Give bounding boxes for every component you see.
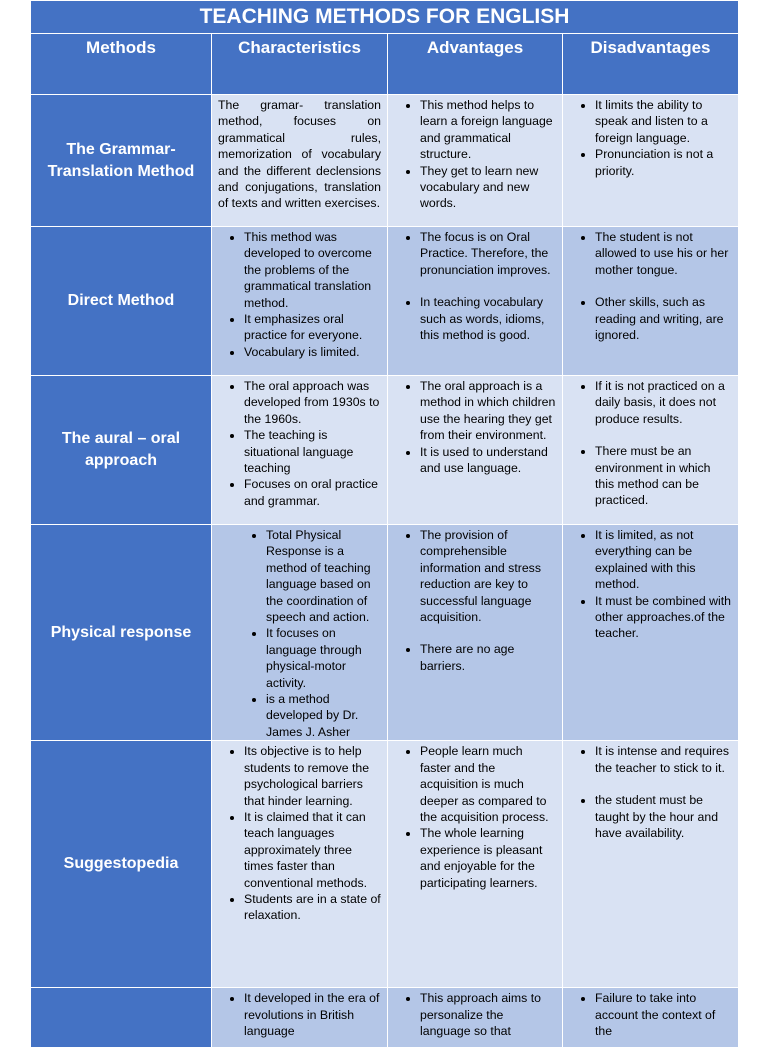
- characteristics-list: [218, 229, 381, 360]
- list-item: • Failure to take into account the context of the: [595, 990, 732, 1039]
- list-item: • This method helps to learn a foreign language and grammatical structure.: [420, 97, 556, 163]
- characteristics-text: The gramar- translation method, focuses on grammatical rules, memorization of vocabulary and the different declensions and conjugations, translation of texts and written exercises.: [218, 98, 381, 211]
- list-item: • the student must be taught by the hour and have availability.: [595, 792, 732, 841]
- list-item: • It is limited, as not everything can be explained with this method.: [595, 527, 732, 593]
- list-item: • People learn much faster and the acquisition is much deeper as compared to the acquisition process.: [420, 743, 556, 825]
- header-advantages: Advantages: [388, 34, 563, 95]
- table-row: [31, 95, 739, 227]
- advantages-list: [394, 97, 556, 212]
- header-disadvantages: Disadvantages: [563, 34, 739, 95]
- method-name: Direct Method: [31, 227, 212, 376]
- characteristics-list: [218, 743, 381, 923]
- disadvantages-list: [569, 378, 732, 509]
- method-name: The aural – oral approach: [31, 376, 212, 525]
- list-item: • There must be an environment in which this method can be practiced.: [595, 443, 732, 509]
- advantages-cell: [388, 741, 563, 988]
- table-row: [31, 376, 739, 525]
- advantages-cell: [388, 988, 563, 1048]
- page-title: TEACHING METHODS FOR ENGLISH: [31, 1, 739, 34]
- list-item: • Its objective is to help students to remove the psychological barriers that hinder learning.: [244, 743, 381, 809]
- method-name: Suggestopedia: [31, 741, 212, 988]
- characteristics-list: [218, 378, 381, 509]
- list-item: • It limits the ability to speak and listen to a foreign language.: [595, 97, 732, 146]
- list-item: • It developed in the era of revolutions in British language: [244, 990, 381, 1039]
- advantages-list: [394, 378, 556, 476]
- table-row: [31, 227, 739, 376]
- characteristics-cell: [212, 95, 388, 227]
- list-item: • It must be combined with other approaches.of the teacher.: [595, 593, 732, 642]
- disadvantages-cell: [563, 95, 739, 227]
- list-item: • is a method developed by Dr. James J. Asher: [266, 691, 381, 740]
- list-item: • The focus is on Oral Practice. Therefore, the pronunciation improves.: [420, 229, 556, 278]
- disadvantages-cell: [563, 988, 739, 1048]
- teaching-methods-table: [30, 0, 739, 1048]
- list-item: • It is intense and requires the teacher to stick to it.: [595, 743, 732, 776]
- disadvantages-list: [569, 229, 732, 343]
- list-item: • If it is not practiced on a daily basis, it does not produce results.: [595, 378, 732, 427]
- list-item: • There are no age barriers.: [420, 641, 556, 674]
- list-item: • Focuses on oral practice and grammar.: [244, 476, 381, 509]
- advantages-cell: [388, 227, 563, 376]
- header-methods: Methods: [31, 34, 212, 95]
- list-item: • The whole learning experience is pleasant and enjoyable for the participating learners.: [420, 825, 556, 891]
- characteristics-cell: [212, 376, 388, 525]
- list-item: • It is used to understand and use language.: [420, 444, 556, 477]
- list-item: • The oral approach was developed from 1930s to the 1960s.: [244, 378, 381, 427]
- disadvantages-list: [569, 527, 732, 642]
- disadvantages-cell: [563, 525, 739, 741]
- list-item: • The teaching is situational language teaching: [244, 427, 381, 476]
- list-item: • This method was developed to overcome the problems of the grammatical translation method.: [244, 229, 381, 311]
- list-item: • They get to learn new vocabulary and new words.: [420, 163, 556, 212]
- list-item: • The oral approach is a method in which children use the hearing they get from their environment.: [420, 378, 556, 444]
- list-item: • It emphasizes oral practice for everyone.: [244, 311, 381, 344]
- list-item: • Students are in a state of relaxation.: [244, 891, 381, 924]
- list-item: • This approach aims to personalize the language so that: [420, 990, 556, 1039]
- disadvantages-cell: [563, 741, 739, 988]
- method-name: The Grammar-Translation Method: [31, 95, 212, 227]
- method-name: Physical response: [31, 525, 212, 741]
- advantages-list: [394, 229, 556, 343]
- list-item: • Other skills, such as reading and writing, are ignored.: [595, 294, 732, 343]
- table-row: [31, 988, 739, 1048]
- list-item: • It is claimed that it can teach languages approximately three times faster than conventional methods.: [244, 809, 381, 891]
- list-item: • The provision of comprehensible information and stress reduction are key to successful language acquisition.: [420, 527, 556, 625]
- header-characteristics: Characteristics: [212, 34, 388, 95]
- list-item: • Vocabulary is limited.: [244, 344, 381, 360]
- list-item: • In teaching vocabulary such as words, idioms, this method is good.: [420, 294, 556, 343]
- disadvantages-cell: [563, 376, 739, 525]
- disadvantages-list: [569, 743, 732, 841]
- method-name: [31, 988, 212, 1048]
- advantages-list: [394, 743, 556, 891]
- characteristics-cell: [212, 227, 388, 376]
- list-item: • The student is not allowed to use his or her mother tongue.: [595, 229, 732, 278]
- table-row: [31, 741, 739, 988]
- advantages-cell: [388, 95, 563, 227]
- advantages-cell: [388, 525, 563, 741]
- table-row: [31, 525, 739, 741]
- list-item: • It focuses on language through physical-motor activity.: [266, 625, 381, 691]
- characteristics-list: [218, 990, 381, 1039]
- advantages-cell: [388, 376, 563, 525]
- characteristics-cell: [212, 988, 388, 1048]
- advantages-list: [394, 527, 556, 674]
- advantages-list: [394, 990, 556, 1039]
- disadvantages-cell: [563, 227, 739, 376]
- characteristics-cell: [212, 525, 388, 741]
- characteristics-list: [218, 527, 381, 740]
- disadvantages-list: [569, 990, 732, 1039]
- list-item: • Pronunciation is not a priority.: [595, 146, 732, 179]
- list-item: • Total Physical Response is a method of teaching language based on the coordination of speech and action.: [266, 527, 381, 625]
- disadvantages-list: [569, 97, 732, 179]
- characteristics-cell: [212, 741, 388, 988]
